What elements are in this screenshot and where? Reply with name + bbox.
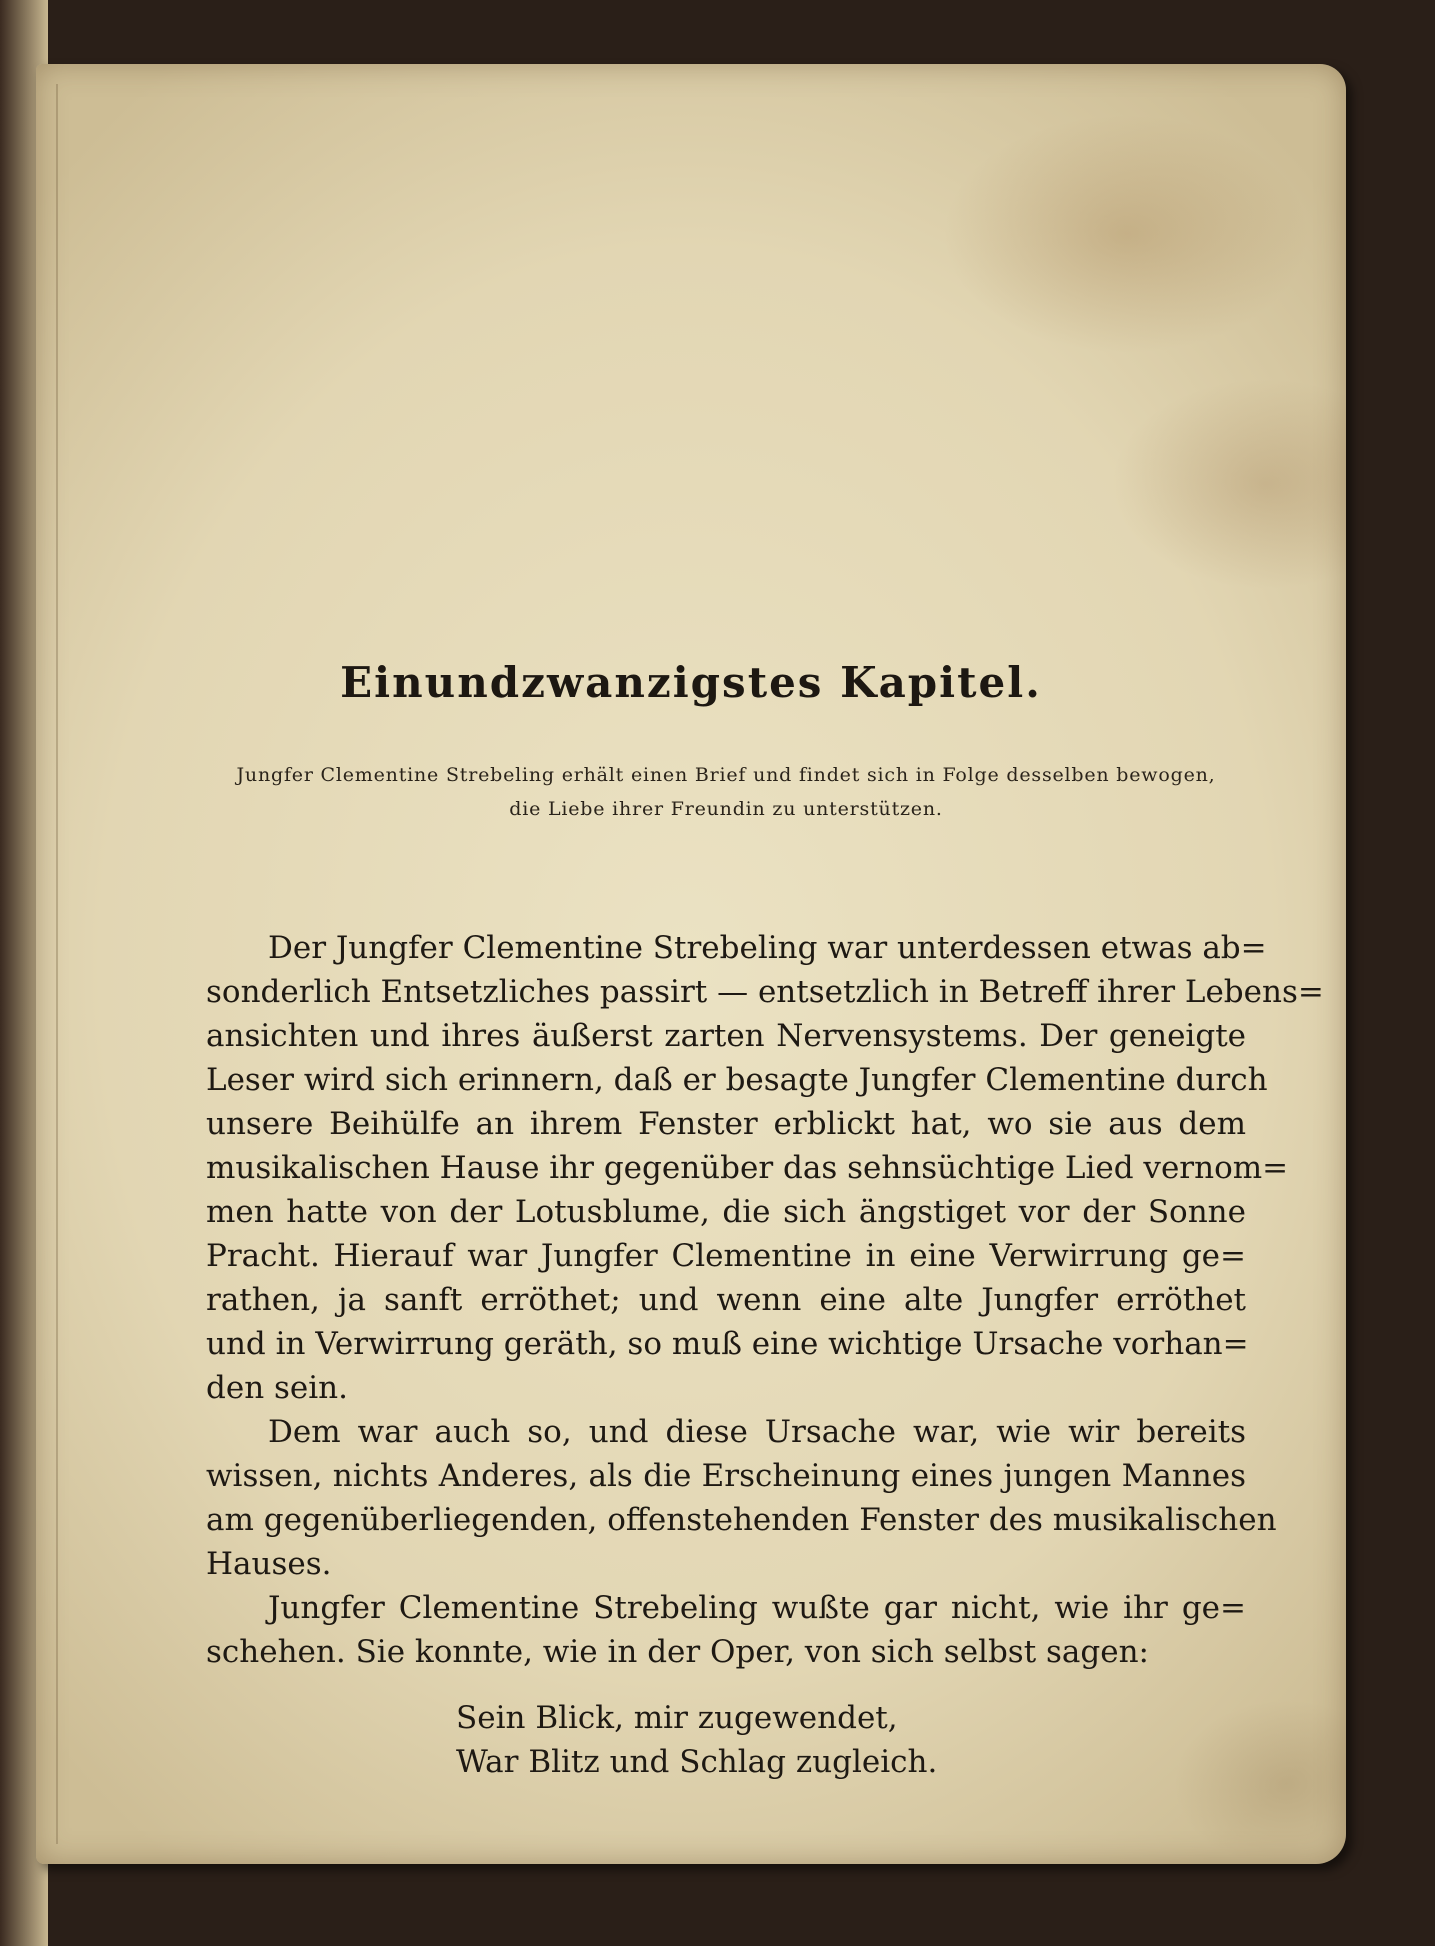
verse-line: War Blitz und Schlag zugleich.	[456, 1744, 938, 1780]
text-line: am gegenüberliegenden, offenstehenden Fenster des musikalischen	[206, 1502, 1277, 1538]
text-line: sonderlich Entsetzliches passirt — entsetzlich in Betreff ihrer Lebens=	[206, 974, 1324, 1010]
text-line: ansichten und ihres äußerst zarten Nervensystems. Der geneigte	[206, 1018, 1246, 1054]
page-gutter-line	[56, 84, 58, 1844]
text-line: Pracht. Hierauf war Jungfer Clementine in eine Verwirrung ge=	[206, 1238, 1246, 1274]
text-line: Hauses.	[206, 1546, 332, 1582]
text-line: musikalischen Hause ihr gegenüber das sehnsüchtige Lied vernom=	[206, 1150, 1289, 1186]
chapter-title: Einundzwanzigstes Kapitel.	[340, 658, 1042, 707]
verse-line: Sein Blick, mir zugewendet,	[456, 1700, 898, 1736]
text-line: Der Jungfer Clementine Strebeling war unterdessen etwas ab=	[268, 930, 1267, 966]
text-line: und in Verwirrung geräth, so muß eine wichtige Ursache vorhan=	[206, 1326, 1249, 1362]
text-line: rathen, ja sanft erröthet; und wenn eine alte Jungfer erröthet	[206, 1282, 1246, 1318]
text-line: schehen. Sie konnte, wie in der Oper, von sich selbst sagen:	[206, 1634, 1150, 1670]
text-line: Dem war auch so, und diese Ursache war, wie wir bereits	[268, 1414, 1246, 1450]
text-line: Jungfer Clementine Strebeling wußte gar nicht, wie ihr ge=	[268, 1590, 1246, 1626]
book-page	[36, 64, 1346, 1864]
chapter-body	[206, 926, 1324, 1674]
chapter-summary-line: die Liebe ihrer Freundin zu unterstützen.	[509, 798, 943, 820]
text-line: wissen, nichts Anderes, als die Erscheinung eines jungen Mannes	[206, 1458, 1246, 1494]
verse-quote	[456, 1696, 937, 1784]
chapter-summary-line: Jungfer Clementine Strebeling erhält einen Brief und findet sich in Folge desselben bewogen,	[236, 764, 1216, 786]
chapter-summary	[206, 758, 1246, 826]
text-line: unsere Beihülfe an ihrem Fenster erblickt hat, wo sie aus dem	[206, 1106, 1246, 1142]
text-line: men hatte von der Lotusblume, die sich ängstiget vor der Sonne	[206, 1194, 1246, 1230]
text-line: den sein.	[206, 1370, 348, 1406]
text-line: Leser wird sich erinnern, daß er besagte Jungfer Clementine durch	[206, 1062, 1268, 1098]
